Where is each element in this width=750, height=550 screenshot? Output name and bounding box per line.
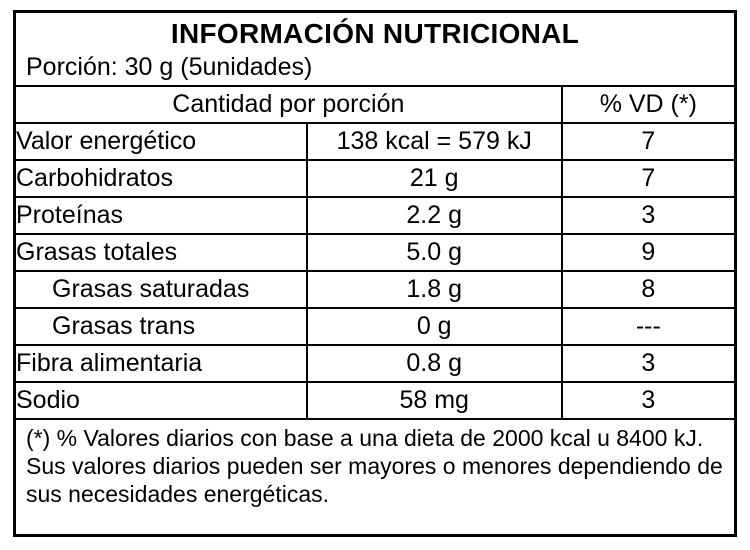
nutrition-table: [16, 85, 734, 418]
table-row: [16, 197, 734, 234]
nutrient-vd: 3: [562, 197, 734, 234]
table-row: [16, 234, 734, 271]
header-amount-per-serving: Cantidad por porción: [16, 86, 562, 123]
nutrient-name: Grasas totales: [16, 234, 307, 271]
nutrient-vd: ---: [562, 308, 734, 345]
serving-size-text: Porción: 30 g (5unidades): [26, 53, 313, 82]
nutrient-vd: 7: [562, 160, 734, 197]
table-header-row: [16, 86, 734, 123]
nutrient-name: Carbohidratos: [16, 160, 307, 197]
nutrient-vd: 9: [562, 234, 734, 271]
nutrition-label: [13, 10, 737, 537]
nutrient-amount: 2.2 g: [307, 197, 562, 234]
nutrient-vd: 3: [562, 382, 734, 418]
table-row: [16, 160, 734, 197]
nutrient-amount: 138 kcal = 579 kJ: [307, 123, 562, 160]
nutrient-name: Sodio: [16, 382, 307, 418]
nutrient-amount: 5.0 g: [307, 234, 562, 271]
label-title: INFORMACIÓN NUTRICIONAL: [170, 18, 580, 49]
nutrient-amount: 21 g: [307, 160, 562, 197]
table-row: [16, 123, 734, 160]
table-row: [16, 308, 734, 345]
table-row: [16, 271, 734, 308]
daily-value-footnote: (*) % Valores diarios con base a una dieta de 2000 kcal u 8400 kJ. Sus valores diarios pueden ser mayores o menores dependiendo de sus necesidades energéticas.: [16, 418, 734, 512]
table-row: [16, 382, 734, 418]
table-row: [16, 345, 734, 382]
nutrient-name: Valor energético: [16, 123, 307, 160]
nutrient-vd: 3: [562, 345, 734, 382]
nutrient-name: Proteínas: [16, 197, 307, 234]
nutrient-name: Grasas saturadas: [16, 271, 307, 308]
nutrient-amount: 0.8 g: [307, 345, 562, 382]
nutrient-amount: 0 g: [307, 308, 562, 345]
nutrient-vd: 7: [562, 123, 734, 160]
nutrient-amount: 58 mg: [307, 382, 562, 418]
nutrient-name: Grasas trans: [16, 308, 307, 345]
header-percent-vd: % VD (*): [562, 86, 734, 123]
nutrient-name: Fibra alimentaria: [16, 345, 307, 382]
nutrient-vd: 8: [562, 271, 734, 308]
nutrient-amount: 1.8 g: [307, 271, 562, 308]
